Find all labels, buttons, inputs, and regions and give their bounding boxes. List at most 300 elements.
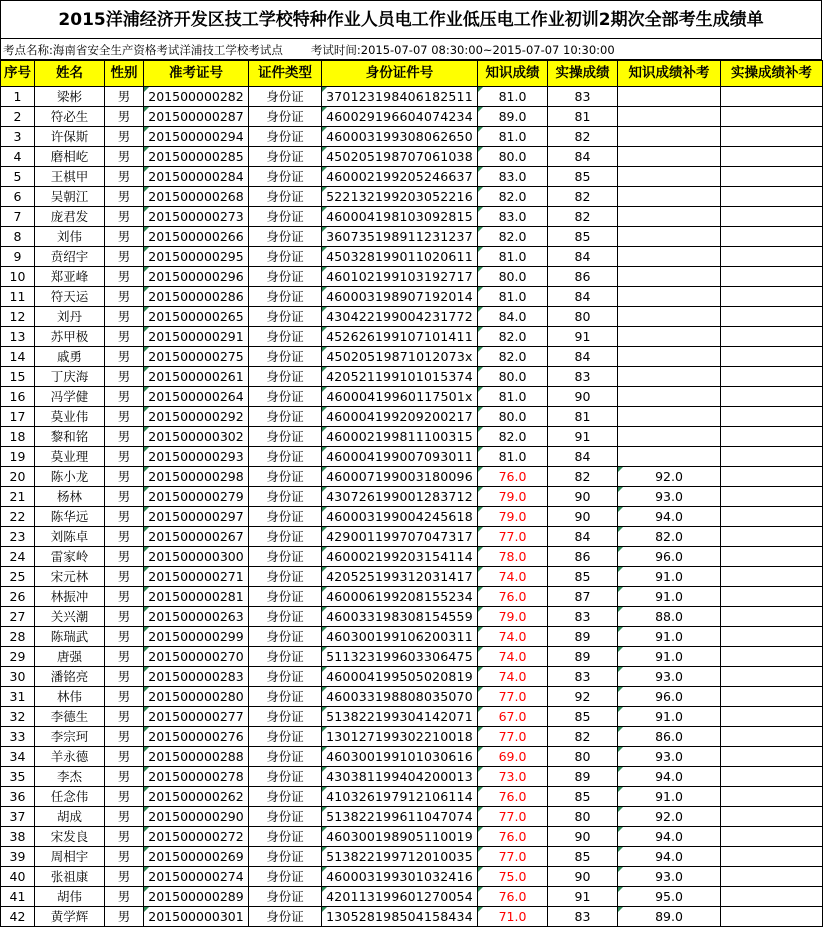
cell-id-type[interactable]: 身份证 [249,407,322,427]
cell-id-type[interactable]: 身份证 [249,107,322,127]
cell-id-number[interactable]: 511323199603306475 [322,647,478,667]
cell-row-number[interactable]: 6 [1,187,35,207]
cell-gender[interactable]: 男 [105,167,144,187]
cell-row-number[interactable]: 40 [1,867,35,887]
cell-knowledge-score[interactable]: 77.0 [478,807,548,827]
cell-id-type[interactable]: 身份证 [249,707,322,727]
cell-gender[interactable]: 男 [105,107,144,127]
cell-exam-ticket-number[interactable]: 201500000267 [144,527,249,547]
column-header-name[interactable]: 姓名 [35,61,105,87]
cell-name[interactable]: 唐强 [35,647,105,667]
cell-row-number[interactable]: 2 [1,107,35,127]
cell-knowledge-score[interactable]: 83.0 [478,167,548,187]
cell-practical-score[interactable]: 85 [548,227,618,247]
cell-gender[interactable]: 男 [105,207,144,227]
cell-row-number[interactable]: 33 [1,727,35,747]
cell-name[interactable]: 刘伟 [35,227,105,247]
cell-id-number[interactable]: 460003199004245618 [322,507,478,527]
cell-knowledge-score[interactable]: 81.0 [478,247,548,267]
cell-practical-makeup-score[interactable] [721,87,823,107]
cell-id-number[interactable]: 460003199308062650 [322,127,478,147]
cell-practical-makeup-score[interactable] [721,567,823,587]
cell-name[interactable]: 羊永德 [35,747,105,767]
cell-id-number[interactable]: 460004199209200217 [322,407,478,427]
cell-practical-score[interactable]: 81 [548,107,618,127]
cell-gender[interactable]: 男 [105,267,144,287]
cell-knowledge-score[interactable]: 80.0 [478,147,548,167]
cell-practical-score[interactable]: 83 [548,367,618,387]
cell-id-type[interactable]: 身份证 [249,227,322,247]
cell-id-number[interactable]: 460300199106200311 [322,627,478,647]
cell-knowledge-makeup-score[interactable]: 94.0 [618,827,721,847]
cell-id-number[interactable]: 45020519871012073x [322,347,478,367]
cell-knowledge-makeup-score[interactable] [618,347,721,367]
cell-knowledge-makeup-score[interactable]: 93.0 [618,867,721,887]
cell-practical-score[interactable]: 85 [548,787,618,807]
cell-row-number[interactable]: 37 [1,807,35,827]
cell-id-number[interactable]: 130528198504158434 [322,907,478,927]
cell-practical-makeup-score[interactable] [721,787,823,807]
cell-row-number[interactable]: 28 [1,627,35,647]
cell-row-number[interactable]: 20 [1,467,35,487]
cell-practical-makeup-score[interactable] [721,727,823,747]
cell-id-type[interactable]: 身份证 [249,867,322,887]
cell-id-type[interactable]: 身份证 [249,827,322,847]
cell-practical-score[interactable]: 90 [548,487,618,507]
cell-knowledge-makeup-score[interactable] [618,247,721,267]
cell-row-number[interactable]: 8 [1,227,35,247]
cell-id-type[interactable]: 身份证 [249,367,322,387]
cell-exam-ticket-number[interactable]: 201500000279 [144,487,249,507]
cell-id-type[interactable]: 身份证 [249,547,322,567]
cell-knowledge-score[interactable]: 67.0 [478,707,548,727]
cell-practical-makeup-score[interactable] [721,467,823,487]
cell-name[interactable]: 张祖康 [35,867,105,887]
cell-id-number[interactable]: 513822199304142071 [322,707,478,727]
cell-exam-ticket-number[interactable]: 201500000271 [144,567,249,587]
cell-knowledge-score[interactable]: 75.0 [478,867,548,887]
cell-row-number[interactable]: 36 [1,787,35,807]
cell-exam-ticket-number[interactable]: 201500000261 [144,367,249,387]
cell-id-type[interactable]: 身份证 [249,627,322,647]
cell-knowledge-score[interactable]: 80.0 [478,407,548,427]
cell-id-number[interactable]: 460004199007093011 [322,447,478,467]
cell-name[interactable]: 林振冲 [35,587,105,607]
cell-id-number[interactable]: 430381199404200013 [322,767,478,787]
cell-name[interactable]: 许保斯 [35,127,105,147]
cell-gender[interactable]: 男 [105,327,144,347]
cell-knowledge-score[interactable]: 81.0 [478,127,548,147]
cell-practical-makeup-score[interactable] [721,667,823,687]
cell-knowledge-makeup-score[interactable] [618,147,721,167]
cell-name[interactable]: 符必生 [35,107,105,127]
cell-row-number[interactable]: 22 [1,507,35,527]
cell-row-number[interactable]: 19 [1,447,35,467]
cell-practical-makeup-score[interactable] [721,267,823,287]
cell-knowledge-score[interactable]: 80.0 [478,367,548,387]
cell-knowledge-makeup-score[interactable]: 86.0 [618,727,721,747]
cell-practical-score[interactable]: 85 [548,567,618,587]
cell-exam-ticket-number[interactable]: 201500000282 [144,87,249,107]
sheet-title[interactable]: 2015洋浦经济开发区技工学校特种作业人员电工作业低压电工作业初训2期次全部考生成绩单 [0,0,822,38]
cell-id-number[interactable]: 130127199302210018 [322,727,478,747]
cell-practical-score[interactable]: 90 [548,387,618,407]
cell-id-number[interactable]: 420113199601270054 [322,887,478,907]
cell-row-number[interactable]: 38 [1,827,35,847]
cell-id-type[interactable]: 身份证 [249,907,322,927]
cell-id-type[interactable]: 身份证 [249,847,322,867]
cell-knowledge-score[interactable]: 76.0 [478,827,548,847]
cell-name[interactable]: 符天运 [35,287,105,307]
column-header-row-number[interactable]: 序号 [1,61,35,87]
cell-row-number[interactable]: 18 [1,427,35,447]
cell-knowledge-makeup-score[interactable] [618,267,721,287]
cell-knowledge-makeup-score[interactable]: 92.0 [618,807,721,827]
cell-knowledge-makeup-score[interactable]: 96.0 [618,687,721,707]
cell-knowledge-score[interactable]: 79.0 [478,507,548,527]
cell-exam-ticket-number[interactable]: 201500000287 [144,107,249,127]
cell-knowledge-makeup-score[interactable] [618,447,721,467]
cell-id-number[interactable]: 460033198808035070 [322,687,478,707]
cell-name[interactable]: 戚勇 [35,347,105,367]
cell-name[interactable]: 胡伟 [35,887,105,907]
cell-practical-score[interactable]: 84 [548,147,618,167]
cell-practical-makeup-score[interactable] [721,847,823,867]
cell-practical-score[interactable]: 91 [548,327,618,347]
cell-practical-score[interactable]: 83 [548,87,618,107]
cell-gender[interactable]: 男 [105,707,144,727]
cell-knowledge-makeup-score[interactable] [618,227,721,247]
cell-gender[interactable]: 男 [105,887,144,907]
cell-knowledge-makeup-score[interactable]: 82.0 [618,527,721,547]
cell-exam-ticket-number[interactable]: 201500000270 [144,647,249,667]
cell-row-number[interactable]: 10 [1,267,35,287]
cell-row-number[interactable]: 29 [1,647,35,667]
cell-exam-ticket-number[interactable]: 201500000294 [144,127,249,147]
cell-gender[interactable]: 男 [105,867,144,887]
cell-practical-makeup-score[interactable] [721,507,823,527]
cell-exam-ticket-number[interactable]: 201500000289 [144,887,249,907]
cell-id-type[interactable]: 身份证 [249,567,322,587]
cell-knowledge-score[interactable]: 74.0 [478,627,548,647]
cell-knowledge-makeup-score[interactable] [618,167,721,187]
cell-name[interactable]: 陈华远 [35,507,105,527]
cell-name[interactable]: 林伟 [35,687,105,707]
cell-practical-makeup-score[interactable] [721,587,823,607]
cell-gender[interactable]: 男 [105,687,144,707]
cell-practical-score[interactable]: 87 [548,587,618,607]
cell-knowledge-makeup-score[interactable]: 95.0 [618,887,721,907]
cell-exam-ticket-number[interactable]: 201500000286 [144,287,249,307]
cell-gender[interactable]: 男 [105,807,144,827]
cell-id-type[interactable]: 身份证 [249,647,322,667]
cell-gender[interactable]: 男 [105,747,144,767]
cell-gender[interactable]: 男 [105,187,144,207]
cell-id-number[interactable]: 460300198905110019 [322,827,478,847]
cell-knowledge-makeup-score[interactable] [618,407,721,427]
cell-row-number[interactable]: 5 [1,167,35,187]
cell-knowledge-score[interactable]: 74.0 [478,567,548,587]
cell-id-type[interactable]: 身份证 [249,167,322,187]
cell-practical-score[interactable]: 91 [548,427,618,447]
cell-practical-makeup-score[interactable] [721,607,823,627]
cell-exam-ticket-number[interactable]: 201500000276 [144,727,249,747]
cell-id-number[interactable]: 410326197912106114 [322,787,478,807]
cell-knowledge-makeup-score[interactable]: 94.0 [618,767,721,787]
cell-knowledge-makeup-score[interactable]: 88.0 [618,607,721,627]
cell-id-number[interactable]: 420525199312031417 [322,567,478,587]
cell-row-number[interactable]: 21 [1,487,35,507]
cell-gender[interactable]: 男 [105,487,144,507]
cell-gender[interactable]: 男 [105,727,144,747]
cell-row-number[interactable]: 16 [1,387,35,407]
cell-practical-makeup-score[interactable] [721,387,823,407]
cell-practical-score[interactable]: 82 [548,187,618,207]
cell-id-type[interactable]: 身份证 [249,307,322,327]
cell-knowledge-score[interactable]: 82.0 [478,227,548,247]
cell-row-number[interactable]: 17 [1,407,35,427]
cell-gender[interactable]: 男 [105,767,144,787]
cell-practical-makeup-score[interactable] [721,327,823,347]
cell-name[interactable]: 陈瑞武 [35,627,105,647]
cell-name[interactable]: 黎和铭 [35,427,105,447]
cell-row-number[interactable]: 1 [1,87,35,107]
cell-practical-makeup-score[interactable] [721,527,823,547]
cell-knowledge-score[interactable]: 71.0 [478,907,548,927]
cell-practical-makeup-score[interactable] [721,487,823,507]
cell-knowledge-makeup-score[interactable]: 91.0 [618,627,721,647]
cell-exam-ticket-number[interactable]: 201500000292 [144,407,249,427]
cell-name[interactable]: 丁庆海 [35,367,105,387]
cell-name[interactable]: 关兴潮 [35,607,105,627]
cell-knowledge-makeup-score[interactable] [618,107,721,127]
cell-practical-score[interactable]: 90 [548,867,618,887]
cell-name[interactable]: 任念伟 [35,787,105,807]
cell-practical-makeup-score[interactable] [721,107,823,127]
cell-knowledge-score[interactable]: 77.0 [478,727,548,747]
column-header-knowledge-score[interactable]: 知识成绩 [478,61,548,87]
cell-exam-ticket-number[interactable]: 201500000291 [144,327,249,347]
cell-id-type[interactable]: 身份证 [249,327,322,347]
cell-practical-score[interactable]: 84 [548,287,618,307]
cell-name[interactable]: 刘丹 [35,307,105,327]
cell-id-number[interactable]: 450205198707061038 [322,147,478,167]
cell-row-number[interactable]: 23 [1,527,35,547]
cell-row-number[interactable]: 32 [1,707,35,727]
cell-gender[interactable]: 男 [105,247,144,267]
cell-knowledge-makeup-score[interactable]: 91.0 [618,587,721,607]
cell-knowledge-score[interactable]: 83.0 [478,207,548,227]
cell-knowledge-score[interactable]: 69.0 [478,747,548,767]
cell-gender[interactable]: 男 [105,607,144,627]
cell-exam-ticket-number[interactable]: 201500000265 [144,307,249,327]
cell-practical-score[interactable]: 82 [548,207,618,227]
cell-exam-ticket-number[interactable]: 201500000300 [144,547,249,567]
cell-name[interactable]: 陈小龙 [35,467,105,487]
cell-id-type[interactable]: 身份证 [249,807,322,827]
cell-name[interactable]: 冯学健 [35,387,105,407]
cell-knowledge-score[interactable]: 76.0 [478,587,548,607]
cell-knowledge-score[interactable]: 84.0 [478,307,548,327]
column-header-gender[interactable]: 性别 [105,61,144,87]
cell-name[interactable]: 雷家岭 [35,547,105,567]
cell-practical-score[interactable]: 85 [548,707,618,727]
cell-gender[interactable]: 男 [105,527,144,547]
cell-exam-ticket-number[interactable]: 201500000302 [144,427,249,447]
cell-name[interactable]: 李杰 [35,767,105,787]
cell-id-number[interactable]: 460004199505020819 [322,667,478,687]
cell-id-number[interactable]: 460003198907192014 [322,287,478,307]
cell-practical-score[interactable]: 89 [548,767,618,787]
cell-id-number[interactable]: 513822199712010035 [322,847,478,867]
cell-knowledge-makeup-score[interactable] [618,427,721,447]
cell-id-number[interactable]: 460102199103192717 [322,267,478,287]
cell-id-type[interactable]: 身份证 [249,447,322,467]
cell-gender[interactable]: 男 [105,147,144,167]
cell-exam-ticket-number[interactable]: 201500000288 [144,747,249,767]
cell-row-number[interactable]: 27 [1,607,35,627]
cell-practical-makeup-score[interactable] [721,547,823,567]
cell-knowledge-score[interactable]: 81.0 [478,447,548,467]
cell-knowledge-makeup-score[interactable] [618,207,721,227]
cell-id-type[interactable]: 身份证 [249,127,322,147]
cell-practical-score[interactable]: 90 [548,507,618,527]
cell-gender[interactable]: 男 [105,827,144,847]
cell-exam-ticket-number[interactable]: 201500000264 [144,387,249,407]
cell-gender[interactable]: 男 [105,307,144,327]
cell-id-number[interactable]: 460007199003180096 [322,467,478,487]
cell-id-type[interactable]: 身份证 [249,887,322,907]
cell-gender[interactable]: 男 [105,367,144,387]
cell-practical-score[interactable]: 85 [548,847,618,867]
cell-knowledge-score[interactable]: 74.0 [478,667,548,687]
cell-knowledge-makeup-score[interactable]: 92.0 [618,467,721,487]
cell-exam-ticket-number[interactable]: 201500000290 [144,807,249,827]
cell-knowledge-makeup-score[interactable]: 96.0 [618,547,721,567]
cell-knowledge-score[interactable]: 81.0 [478,387,548,407]
cell-exam-ticket-number[interactable]: 201500000297 [144,507,249,527]
cell-knowledge-score[interactable]: 80.0 [478,267,548,287]
cell-exam-ticket-number[interactable]: 201500000284 [144,167,249,187]
cell-name[interactable]: 庞君发 [35,207,105,227]
cell-row-number[interactable]: 26 [1,587,35,607]
cell-practical-makeup-score[interactable] [721,187,823,207]
cell-practical-makeup-score[interactable] [721,647,823,667]
cell-name[interactable]: 吴朝江 [35,187,105,207]
cell-row-number[interactable]: 30 [1,667,35,687]
cell-gender[interactable]: 男 [105,387,144,407]
cell-practical-score[interactable]: 92 [548,687,618,707]
cell-row-number[interactable]: 25 [1,567,35,587]
cell-gender[interactable]: 男 [105,127,144,147]
cell-knowledge-makeup-score[interactable] [618,87,721,107]
cell-row-number[interactable]: 14 [1,347,35,367]
cell-practical-score[interactable]: 80 [548,307,618,327]
cell-gender[interactable]: 男 [105,627,144,647]
cell-id-type[interactable]: 身份证 [249,727,322,747]
cell-gender[interactable]: 男 [105,667,144,687]
cell-id-number[interactable]: 450328199011020611 [322,247,478,267]
cell-practical-makeup-score[interactable] [721,767,823,787]
cell-id-number[interactable]: 460002199203154114 [322,547,478,567]
cell-practical-score[interactable]: 82 [548,127,618,147]
cell-knowledge-score[interactable]: 81.0 [478,287,548,307]
cell-id-number[interactable]: 429001199707047317 [322,527,478,547]
cell-practical-makeup-score[interactable] [721,707,823,727]
cell-row-number[interactable]: 4 [1,147,35,167]
cell-gender[interactable]: 男 [105,547,144,567]
cell-practical-score[interactable]: 83 [548,667,618,687]
cell-practical-score[interactable]: 85 [548,167,618,187]
column-header-practical-score[interactable]: 实操成绩 [548,61,618,87]
cell-id-type[interactable]: 身份证 [249,467,322,487]
cell-id-type[interactable]: 身份证 [249,247,322,267]
cell-exam-ticket-number[interactable]: 201500000283 [144,667,249,687]
cell-row-number[interactable]: 13 [1,327,35,347]
cell-id-type[interactable]: 身份证 [249,607,322,627]
cell-name[interactable]: 黄学辉 [35,907,105,927]
cell-id-type[interactable]: 身份证 [249,787,322,807]
cell-exam-ticket-number[interactable]: 201500000269 [144,847,249,867]
cell-id-type[interactable]: 身份证 [249,267,322,287]
cell-exam-ticket-number[interactable]: 201500000281 [144,587,249,607]
cell-practical-makeup-score[interactable] [721,347,823,367]
cell-knowledge-makeup-score[interactable]: 89.0 [618,907,721,927]
cell-row-number[interactable]: 39 [1,847,35,867]
cell-name[interactable]: 宋发良 [35,827,105,847]
cell-knowledge-makeup-score[interactable]: 91.0 [618,707,721,727]
cell-id-type[interactable]: 身份证 [249,347,322,367]
cell-practical-makeup-score[interactable] [721,807,823,827]
cell-row-number[interactable]: 34 [1,747,35,767]
cell-practical-score[interactable]: 90 [548,827,618,847]
cell-practical-score[interactable]: 84 [548,247,618,267]
cell-practical-score[interactable]: 80 [548,807,618,827]
cell-practical-makeup-score[interactable] [721,887,823,907]
cell-knowledge-makeup-score[interactable]: 91.0 [618,567,721,587]
cell-exam-ticket-number[interactable]: 201500000278 [144,767,249,787]
column-header-id-number[interactable]: 身份证件号 [322,61,478,87]
cell-id-number[interactable]: 452626199107101411 [322,327,478,347]
cell-exam-ticket-number[interactable]: 201500000262 [144,787,249,807]
cell-name[interactable]: 莫业伟 [35,407,105,427]
cell-id-number[interactable]: 460029196604074234 [322,107,478,127]
cell-row-number[interactable]: 11 [1,287,35,307]
cell-id-type[interactable]: 身份证 [249,207,322,227]
cell-practical-makeup-score[interactable] [721,687,823,707]
cell-name[interactable]: 李宗珂 [35,727,105,747]
cell-exam-ticket-number[interactable]: 201500000263 [144,607,249,627]
cell-practical-score[interactable]: 82 [548,727,618,747]
cell-id-number[interactable]: 420521199101015374 [322,367,478,387]
cell-exam-ticket-number[interactable]: 201500000301 [144,907,249,927]
cell-name[interactable]: 李德生 [35,707,105,727]
cell-knowledge-makeup-score[interactable] [618,387,721,407]
cell-id-number[interactable]: 430726199001283712 [322,487,478,507]
cell-knowledge-makeup-score[interactable]: 94.0 [618,507,721,527]
cell-exam-ticket-number[interactable]: 201500000275 [144,347,249,367]
cell-knowledge-score[interactable]: 78.0 [478,547,548,567]
cell-knowledge-score[interactable]: 73.0 [478,767,548,787]
cell-practical-score[interactable]: 91 [548,887,618,907]
cell-id-number[interactable]: 513822199611047074 [322,807,478,827]
cell-row-number[interactable]: 31 [1,687,35,707]
cell-practical-makeup-score[interactable] [721,907,823,927]
cell-id-number[interactable]: 430422199004231772 [322,307,478,327]
cell-practical-score[interactable]: 83 [548,907,618,927]
cell-knowledge-score[interactable]: 82.0 [478,327,548,347]
cell-id-type[interactable]: 身份证 [249,767,322,787]
